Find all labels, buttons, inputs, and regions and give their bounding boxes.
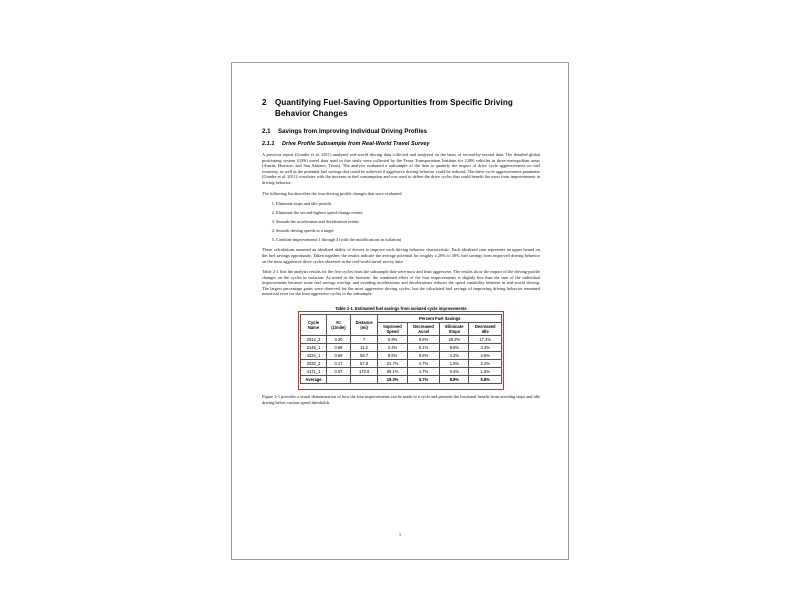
heading2-number: 2.1 [262, 128, 271, 135]
cell: 0.07 [327, 368, 351, 376]
cell: 58.1% [378, 368, 407, 376]
list-item: 3. Smooth the acceleration and deceleration events [276, 219, 540, 225]
list-item: 2. Eliminate the second-highest speed-change events [276, 210, 540, 216]
paragraph: Table 2-1 lists the analysis results for the five cycles from the subsample that were most and least aggressive. The results show the impact of the driving-profile changes on the cycles in isolation. As noted in the footnote, the combined effect of the four improvements is slightly less than the sum of the individual improvements because some fuel savings overlap, and avoiding accelerations and decelerations reduces the speed variability inherent in real-world driving. The largest percentage gains were observed for the most aggressive driving cycles, but the calculated fuel savings of improving driving behavior remained nontrivial even for the least aggressive cycles in the subsample. [262, 269, 540, 297]
col-group-header-percent-fuel-savings: Percent Fuel Savings [378, 315, 502, 323]
table-caption: Table 2-1. Estimated fuel savings from isolated cycle improvements [335, 306, 467, 312]
cell: 4.5% [469, 352, 502, 360]
cell: 1.6% [469, 368, 502, 376]
cell: 0.17 [327, 360, 351, 368]
table-row [301, 336, 502, 344]
cell: 5.9% [378, 336, 407, 344]
cell: 4234_1 [301, 352, 327, 360]
table-row [301, 368, 502, 376]
heading3-number: 2.1.1 [262, 141, 275, 147]
col-header-improved-speed: Improved Speed [378, 323, 407, 336]
figure-caption: Figure 2-1 provides a visual demonstration of how the four improvements can be made to a cycle and presents the fractional benefit from avoiding stops and idle driving below various speed thresholds. [262, 394, 540, 405]
heading1-number: 2 [262, 98, 267, 107]
col-header-eliminate-stops: Eliminate Stops [440, 323, 469, 336]
page-number: 5 [398, 532, 402, 537]
table-row [301, 344, 502, 352]
cell: 57.8 [350, 360, 378, 368]
cell: 3.30 [327, 336, 351, 344]
heading1-line2: Behavior Changes [275, 109, 348, 118]
cell: 2032_2 [301, 360, 327, 368]
list-item: 1. Eliminate stops and idle periods [276, 201, 540, 207]
section-heading-3 [262, 141, 540, 147]
cell: 5.8% [469, 376, 502, 384]
cell: 58.7 [350, 352, 378, 360]
document-page [231, 62, 569, 560]
cell: 4171_1 [301, 368, 327, 376]
cell [327, 376, 351, 384]
table-footer-row [301, 376, 502, 384]
list-item: 5. Combine improvements 1 through 4 (with the modifications in isolation) [276, 237, 540, 243]
cell: 5.7% [407, 376, 440, 384]
cell: 0.4% [440, 368, 469, 376]
cell: 19.3% [378, 376, 407, 384]
table-region [300, 314, 502, 384]
cell: Average [301, 376, 327, 384]
cell: 2145_1 [301, 344, 327, 352]
cell: 2.4% [378, 344, 407, 352]
cell: 0.59 [327, 352, 351, 360]
cell: 9.5% [407, 336, 440, 344]
cell: 9.5% [407, 352, 440, 360]
cell: 8.5% [378, 352, 407, 360]
page-content [262, 97, 540, 527]
cell: 3.3% [469, 344, 502, 352]
list-item: 4. Smooth driving speeds to a target [276, 228, 540, 234]
heading2-text: Savings from Improving Individual Driving Profiles [278, 128, 428, 135]
col-header-distance: Distance (mi) [350, 315, 378, 336]
cell: 1.5% [440, 360, 469, 368]
paragraph: A previous report (Gonder et al. 2011) analyzed real-world driving data collected and analyzed on the basis of second-by-second data. The detailed global positioning system (GPS) travel data used in this study were collected by the Texas Transportation Institute for 2,000 vehicles in three metropolitan areas (Austin, Houston, and San Antonio, Texas). The analysis evaluated a subsample of the data to quantify the impact of drive cycle aggressiveness on fuel economy, as well as the potential fuel savings that could be achieved if aggressive driving behavior could be reduced. The drive cycle aggressiveness parameter (Gonder et al. 2011) correlates with the increase in fuel consumption and was used to define the drive cycles that could benefit the most from improvements in driving behavior. [262, 152, 540, 185]
cell: 4.2% [440, 352, 469, 360]
cell: 173.9 [350, 368, 378, 376]
heading1-line1: Quantifying Fuel-Saving Opportunities from Specific Driving [275, 98, 513, 107]
paragraph: The following list describes the four driving profile changes that were evaluated: [262, 190, 403, 196]
cell: 2.7% [407, 360, 440, 368]
cell: 2012_2 [301, 336, 327, 344]
cell: 7 [350, 336, 378, 344]
cell: 0.68 [327, 344, 351, 352]
section-heading-2 [262, 128, 540, 135]
cell: 1.7% [407, 368, 440, 376]
col-header-decreased-idle: Decreased Idle [469, 323, 502, 336]
table-row [301, 352, 502, 360]
section-heading-1 [262, 97, 540, 119]
cell [350, 376, 378, 384]
cell: 21.7% [378, 360, 407, 368]
cell: 8.8% [440, 376, 469, 384]
paragraph: These calculations assumed an idealized ability of drivers to improve each driving behavior characteristic. Each idealized case represents an upper bound on the fuel savings opportunity. Taken together, the results indicate the average potential for roughly a 20% to 30% fuel savings from improved driving behavior on the most aggressive drive cycles observed in the real-world travel survey data. [262, 247, 540, 264]
cell: 8.5% [440, 344, 469, 352]
heading3-text: Drive Profile Subsample from Real-World Travel Survey [282, 141, 430, 147]
cell: 17.4% [469, 336, 502, 344]
cell: 11.2 [350, 344, 378, 352]
cell: 5.1% [407, 344, 440, 352]
cell: 2.4% [469, 360, 502, 368]
col-header-cycle-name: Cycle Name [301, 315, 327, 336]
col-header-decreased-accel: Decreased Accel [407, 323, 440, 336]
table-row [301, 360, 502, 368]
fuel-savings-table [300, 314, 502, 384]
numbered-list [262, 201, 540, 242]
cell: 29.2% [440, 336, 469, 344]
col-header-ki: KI (1/mile) [327, 315, 351, 336]
